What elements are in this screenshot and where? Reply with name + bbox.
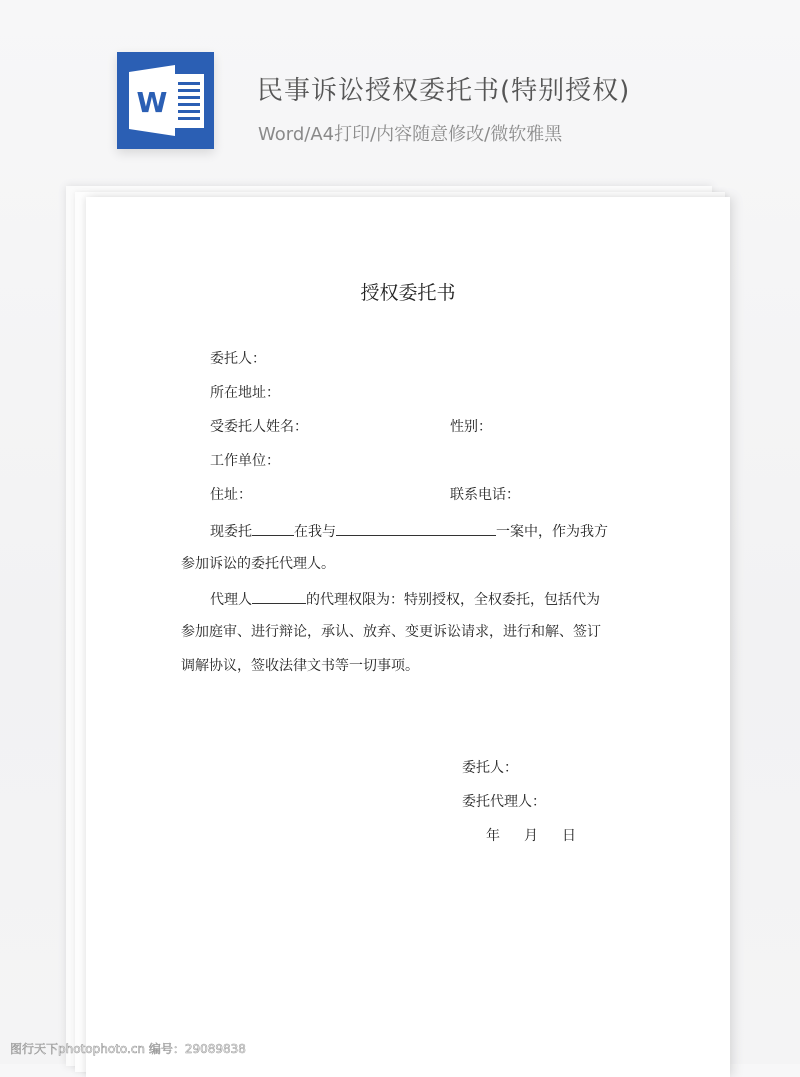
paragraph-2-line-1 [210,589,600,609]
paragraph-1-line-2: 参加诉讼的委托代理人。 [181,556,335,572]
date-year: 年 [486,828,500,844]
template-subtitle: Word/A4打印/内容随意修改/微软雅黑 [258,124,563,145]
field-phone: 联系电话： [450,487,520,503]
date-day: 日 [562,828,576,844]
field-work-unit: 工作单位： [210,453,280,469]
paragraph-2-line-2: 参加庭审、进行辩论，承认、放弃、变更诉讼请求，进行和解、签订 [181,624,601,640]
word-document-icon [117,52,214,149]
field-principal: 委托人： [210,351,266,367]
paragraph-2-text: 代理人 [210,592,252,608]
signature-agent: 委托代理人： [462,794,546,810]
blank-agent-name-field [252,589,306,604]
field-agent-name: 受委托人姓名： [210,419,308,435]
paragraph-1-text: 现委托 [210,524,252,540]
field-residence: 住址： [210,487,252,503]
paragraph-1-text: 在我与 [294,524,336,540]
field-gender: 性别： [450,419,492,435]
document-title: 授权委托书 [360,282,456,304]
watermark: 图行天下photophoto.cn 编号：29089838 [10,1042,246,1056]
paragraph-2-text: 的代理权限为：特别授权，全权委托，包括代为 [306,592,600,608]
blank-case-field [336,521,496,536]
signature-principal: 委托人： [462,760,518,776]
document-page [86,197,730,1077]
paragraph-1-text: 一案中，作为我方 [496,524,608,540]
blank-agent-field [252,521,294,536]
header [0,0,800,180]
template-title: 民事诉讼授权委托书(特别授权) [257,76,631,106]
date-month: 月 [524,828,538,844]
paragraph-1-line-1 [210,521,608,541]
field-address: 所在地址： [210,385,280,401]
svg-text:W: W [136,86,168,119]
paragraph-2-line-3: 调解协议，签收法律文书等一切事项。 [181,658,419,674]
